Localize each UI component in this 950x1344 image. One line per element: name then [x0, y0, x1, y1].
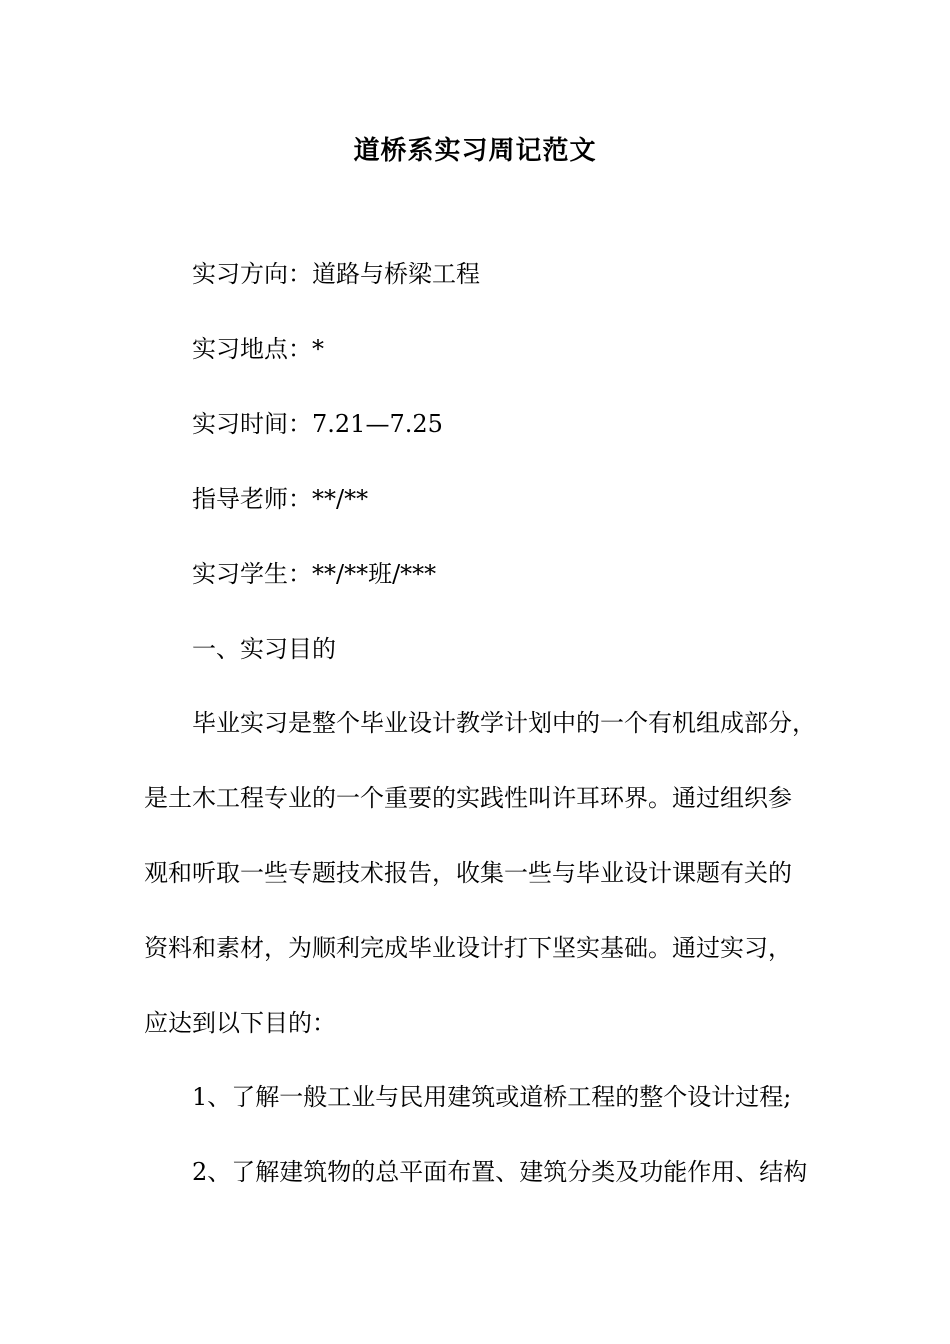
field-location	[192, 332, 872, 366]
field-value: **/**	[312, 485, 369, 513]
section-heading: 一、实习目的	[192, 635, 336, 663]
list-item: 2、了解建筑物的总平面布置、建筑分类及功能作用、结构	[192, 1158, 808, 1186]
document-title: 道桥系实习周记范文	[353, 136, 597, 166]
field-student	[192, 557, 872, 591]
field-direction	[192, 257, 872, 291]
paragraph-line: 资料和素材，为顺利完成毕业设计打下坚实基础。通过实习，	[144, 934, 792, 962]
paragraph-line: 是土木工程专业的一个重要的实践性叫许耳环界。通过组织参	[144, 784, 792, 812]
field-label: 实习地点：	[192, 335, 312, 363]
field-value: 道路与桥梁工程	[312, 260, 480, 288]
field-value: 7.21—7.25	[312, 410, 443, 438]
list-item: 1、了解一般工业与民用建筑或道桥工程的整个设计过程;	[192, 1083, 792, 1111]
field-time	[192, 407, 872, 441]
field-label: 实习时间：	[192, 410, 312, 438]
field-advisor	[192, 482, 872, 516]
field-value: **/**班/***	[312, 560, 437, 588]
field-label: 指导老师：	[192, 485, 312, 513]
paragraph-line: 观和听取一些专题技术报告，收集一些与毕业设计课题有关的	[144, 859, 792, 887]
paragraph-line: 毕业实习是整个毕业设计教学计划中的一个有机组成部分，	[192, 709, 816, 737]
field-label: 实习方向：	[192, 260, 312, 288]
field-label: 实习学生：	[192, 560, 312, 588]
paragraph-line: 应达到以下目的：	[144, 1009, 336, 1037]
field-value: *	[312, 335, 324, 363]
